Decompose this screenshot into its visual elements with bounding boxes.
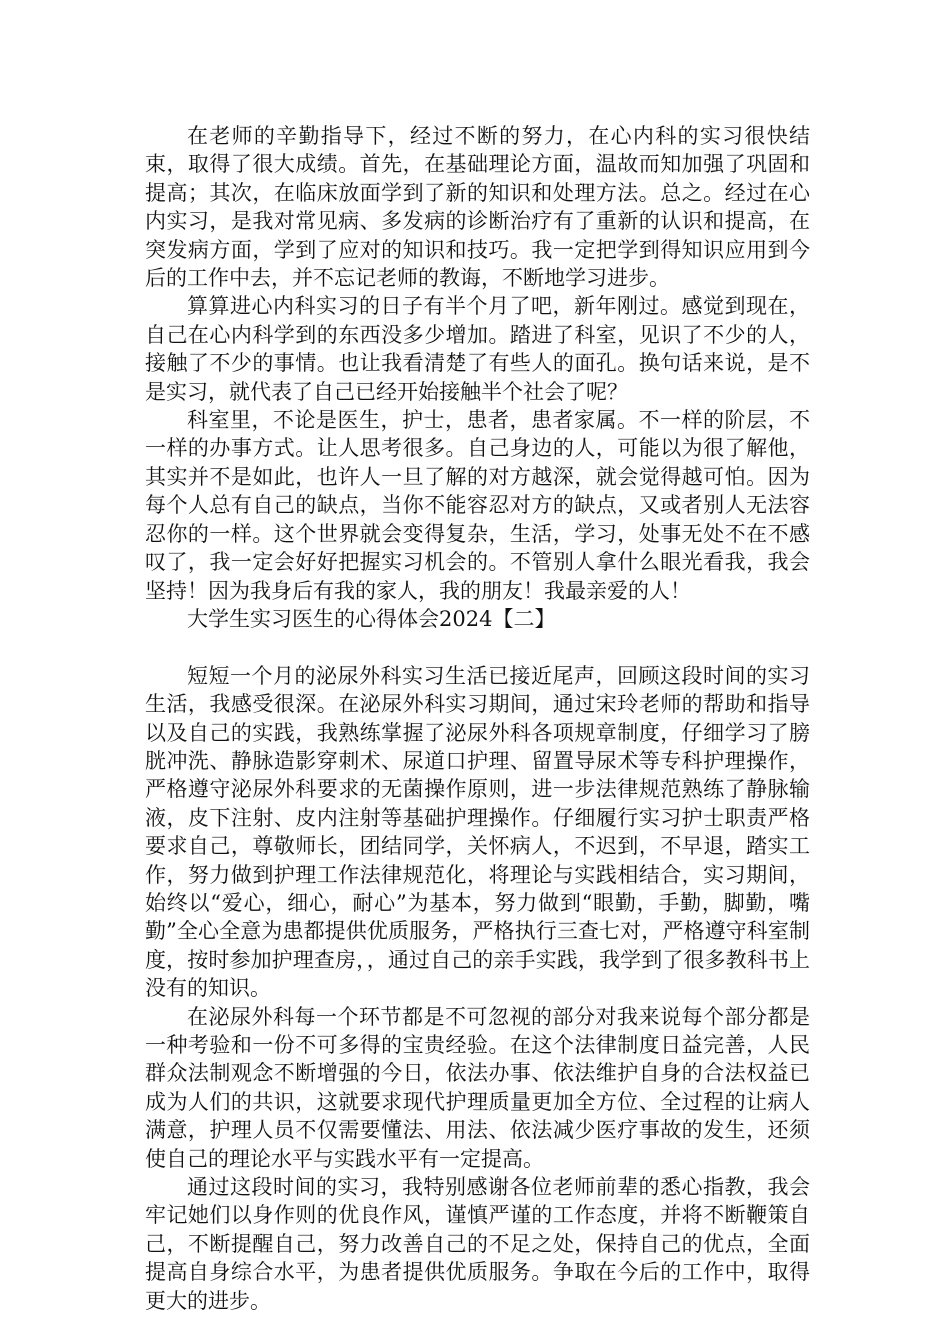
paragraph: 短短一个月的泌尿外科实习生活已接近尾声，回顾这段时间的实习生活，我感受很深。在泌尿外科实习期间，通过宋玲老师的帮助和指导以及自己的实践，我熟练掌握了泌尿外科各项规章制度，仔细学习了膀胱冲洗、静脉造影穿刺术、尿道口护理、留置导尿术等专科护理操作，严格遵守泌尿外科要求的无菌操作原则，进一步法律规范熟练了静脉输液，皮下注射、皮内注射等基础护理操作。仔细履行实习护士职责严格要求自己，尊敬师长，团结同学，关怀病人，不迟到，不早退，踏实工作，努力做到护理工作法律规范化，将理论与实践相结合，实习期间，始终以“爱心，细心，耐心”为基本，努力做到“眼勤，手勤，脚勤，嘴勤”全心全意为患都提供优质服务，严格执行三查七对，严格遵守科室制度，按时参加护理查房，，通过自己的亲手实践，我学到了很多教科书上没有的知识。 xyxy=(145,663,810,1001)
blank-line xyxy=(145,633,810,661)
paragraph: 在泌尿外科每一个环节都是不可忽视的部分对我来说每个部分都是一种考验和一份不可多得的宝贵经验。在这个法律制度日益完善，人民群众法制观念不断增强的今日，依法办事、依法维护自身的合法权益已成为人们的共识，这就要求现代护理质量更加全方位、全过程的让病人满意，护理人员不仅需要懂法、用法、依法减少医疗事故的发生，还须使自己的理论水平与实践水平有一定提高。 xyxy=(145,1004,810,1171)
section-title: 大学生实习医生的心得体会2024【二】 xyxy=(187,606,556,631)
paragraph: 通过这段时间的实习，我特别感谢各位老师前辈的悉心指教，我会牢记她们以身作则的优良作风，谨慎严谨的工作态度，并将不断鞭策自己，不断提醒自己，努力改善自己的不足之处，保持自己的优点，全面提高自身综合水平，为患者提供优质服务。争取在今后的工作中，取得更大的进步。 xyxy=(145,1175,810,1313)
paragraph: 在老师的辛勤指导下，经过不断的努力，在心内科的实习很快结束，取得了很大成绩。首先，在基础理论方面，温故而知加强了巩固和提高；其次，在临床放面学到了新的知识和处理方法。总之。经过在心内实习，是我对常见病、多发病的诊断治疗有了重新的认识和提高，在突发病方面，学到了应对的知识和技巧。我一定把学到得知识应用到今后的工作中去，并不忘记老师的教诲，不断地学习进步。 xyxy=(145,124,810,291)
document-body xyxy=(145,122,810,1315)
paragraph: 算算进心内科实习的日子有半个月了吧，新年刚过。感觉到现在，自己在心内科学到的东西没多少增加。踏进了科室，见识了不少的人，接触了不少的事情。也让我看清楚了有些人的面孔。换句话来说，是不是实习，就代表了自己已经开始接触半个社会了呢？ xyxy=(145,294,810,404)
paragraph: 科室里，不论是医生，护士，患者，患者家属。不一样的阶层，不一样的办事方式。让人思考很多。自己身边的人，可能以为很了解他，其实并不是如此，也许人一旦了解的对方越深，就会觉得越可怕。因为每个人总有自己的缺点，当你不能容忍对方的缺点，又或者别人无法容忍你的一样。这个世界就会变得复杂，生活，学习，处事无处不在不感叹了，我一定会好好把握实习机会的。不管别人拿什么眼光看我，我会坚持！因为我身后有我的家人，我的朋友！我最亲爱的人！ xyxy=(145,408,810,603)
